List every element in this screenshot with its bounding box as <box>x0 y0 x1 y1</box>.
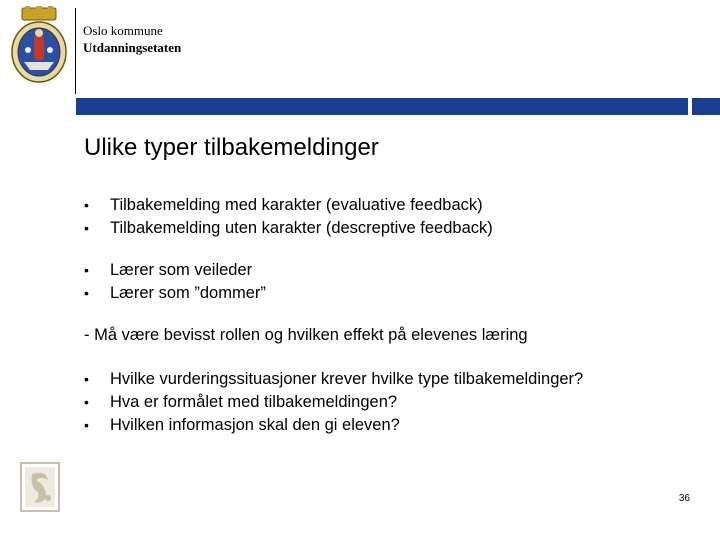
list-item: • Hvilke vurderingssituasjoner krever hvilke type tilbakemeldinger? <box>0 368 583 391</box>
bullet-icon: • <box>84 394 89 410</box>
org-line-1: Oslo kommune <box>83 23 163 38</box>
list-item: • Tilbakemelding med karakter (evaluative feedback) <box>0 194 493 217</box>
list-item: • Hvilken informasjon skal den gi eleven? <box>0 414 583 437</box>
bullet-icon: • <box>84 371 89 387</box>
list-item: • Hva er formålet med tilbakemeldingen? <box>0 391 583 414</box>
header-accent-bar-end <box>692 98 720 115</box>
slide-title: Ulike typer tilbakemeldinger <box>84 134 379 161</box>
list-item: • Lærer som veileder <box>0 259 266 282</box>
bullet-list-questions <box>0 368 583 437</box>
bullet-list-teacher-roles <box>0 259 266 305</box>
oslo-crest-icon <box>10 6 68 86</box>
organization-name <box>83 22 181 56</box>
bullet-list-feedback-types <box>0 194 493 240</box>
bullet-icon: • <box>84 285 89 301</box>
list-item: • Lærer som ”dommer” <box>0 282 266 305</box>
header-divider <box>75 8 76 94</box>
bullet-icon: • <box>84 220 89 236</box>
org-line-2: Utdanningsetaten <box>83 40 182 55</box>
list-item: • Tilbakemelding uten karakter (descreptive feedback) <box>0 217 493 240</box>
header-accent-bar <box>76 98 688 115</box>
page-number: 36 <box>678 493 690 504</box>
statement-text: - Må være bevisst rollen og hvilken effekt på elevenes læring <box>84 326 528 344</box>
bullet-icon: • <box>84 197 89 213</box>
bullet-icon: • <box>84 262 89 278</box>
bullet-icon: • <box>84 417 89 433</box>
utdanningsetaten-emblem-icon <box>20 462 60 512</box>
